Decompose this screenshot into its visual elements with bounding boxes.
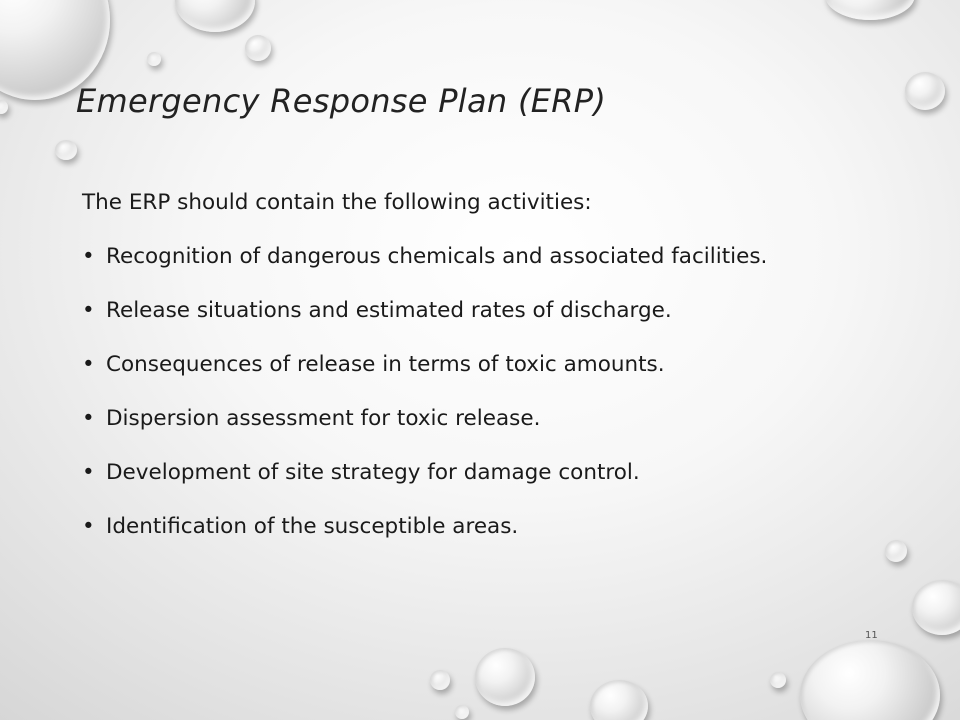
page-number: 11 bbox=[865, 630, 878, 641]
bullet-item bbox=[82, 511, 942, 543]
water-drop-decoration bbox=[430, 670, 450, 690]
bullet-text: Development of site strategy for damage control. bbox=[106, 460, 640, 485]
water-drop-decoration bbox=[245, 35, 271, 61]
water-drop-decoration bbox=[825, 0, 915, 20]
slide-title: Emergency Response Plan (ERP) bbox=[76, 82, 607, 120]
bullet-text: Dispersion assessment for toxic release. bbox=[106, 406, 541, 431]
water-drop-decoration bbox=[590, 680, 648, 720]
bullet-item bbox=[82, 349, 942, 381]
water-drop-decoration bbox=[912, 580, 960, 635]
bullet-item bbox=[82, 403, 942, 435]
bullet-item bbox=[82, 241, 942, 273]
bullet-text: Consequences of release in terms of toxic amounts. bbox=[106, 352, 665, 377]
bullet-icon: • bbox=[82, 406, 95, 431]
bullet-item bbox=[82, 295, 942, 327]
water-drop-decoration bbox=[455, 705, 469, 719]
bullet-icon: • bbox=[82, 460, 95, 485]
water-drop-decoration bbox=[475, 648, 535, 706]
bullet-icon: • bbox=[82, 514, 95, 539]
water-drop-decoration bbox=[800, 640, 940, 720]
bullet-icon: • bbox=[82, 298, 95, 323]
water-drop-decoration bbox=[905, 72, 945, 110]
slide-body bbox=[82, 187, 942, 565]
water-drop-decoration bbox=[55, 140, 77, 160]
water-drop-decoration bbox=[175, 0, 255, 32]
water-drop-decoration bbox=[0, 100, 8, 114]
water-drop-decoration bbox=[147, 52, 161, 66]
bullet-icon: • bbox=[82, 352, 95, 377]
bullet-item bbox=[82, 457, 942, 489]
bullet-list bbox=[82, 241, 942, 543]
bullet-text: Identification of the susceptible areas. bbox=[106, 514, 519, 539]
bullet-text: Release situations and estimated rates of discharge. bbox=[106, 298, 672, 323]
bullet-text: Recognition of dangerous chemicals and associated facilities. bbox=[106, 244, 768, 269]
water-drop-decoration bbox=[770, 672, 786, 688]
bullet-icon: • bbox=[82, 244, 95, 269]
intro-text: The ERP should contain the following activities: bbox=[82, 190, 592, 215]
